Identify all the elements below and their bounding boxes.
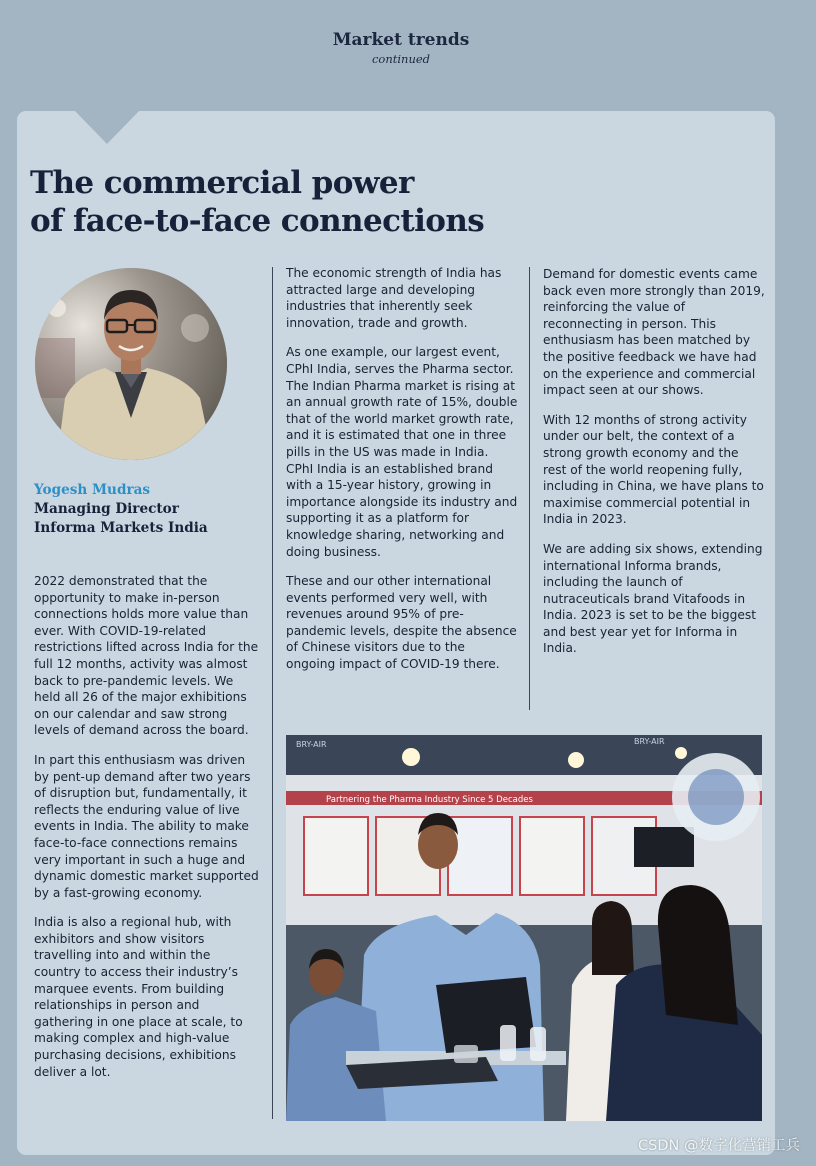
exhibition-scene-illustration	[286, 735, 762, 1121]
article-column-3	[543, 266, 765, 670]
column-3-paragraph-2: With 12 months of strong activity under our belt, the context of a strong growth economy and the rest of the world reopening fully, including in China, we have plans to maximise commercial potential in India in 2023.	[543, 412, 764, 527]
column-2-paragraph-2: As one example, our largest event, CPhI India, serves the Pharma sector. The Indian Pharma market is rising at an annual growth rate of 15%, double that of the world market growth rate, and it is estimated that one in three pills in the US was made in India. CPhI India is an established brand with a 15-year history, growing in importance alongside its industry and supporting it as a platform for knowledge sharing, networking and doing business.	[286, 345, 518, 559]
column-divider-2	[529, 267, 530, 710]
column-3-paragraph-3: We are adding six shows, extending international Informa brands, including the launch of nutraceuticals brand Vitafoods in India. 2023 is set to be the biggest and best year yet for Informa in India.	[543, 541, 763, 656]
article-column-2	[286, 265, 518, 686]
section-header	[0, 30, 802, 66]
article-column-1	[34, 573, 259, 1093]
article-headline	[30, 164, 550, 240]
author-organization: Informa Markets India	[34, 520, 208, 536]
portrait-illustration	[35, 268, 227, 460]
column-2-paragraph-1: The economic strength of India has attracted large and developing industries that inherently seek innovation, trade and growth.	[286, 266, 502, 330]
author-role: Managing Director	[34, 501, 179, 517]
author-byline	[34, 481, 264, 538]
column-divider-1	[272, 267, 273, 1119]
section-subtitle: continued	[371, 52, 431, 66]
column-3-paragraph-1: Demand for domestic events came back even more strongly than 2019, reinforcing the value of reconnecting in person. This enthusiasm has been matched by the positive feedback we have had on the experience and commercial impact seen at our shows.	[543, 267, 765, 398]
headline-line-2: of face-to-face connections	[30, 203, 485, 239]
headline-line-1: The commercial power	[30, 165, 414, 201]
photo-logo-left: BRY-AIR	[296, 740, 327, 749]
event-photo	[286, 735, 762, 1121]
column-1-paragraph-3: India is also a regional hub, with exhibitors and show visitors travelling into and within the country to access their industry’s marquee events. From building relationships in person and gathering in one place at scale, to making complex and high-value purchasing decisions, exhibitions deliver a lot.	[34, 915, 243, 1079]
booth-banner-text: Partnering the Pharma Industry Since 5 Decades	[326, 795, 533, 805]
photo-logo-right: BRY-AIR	[634, 737, 665, 746]
author-name: Yogesh Mudras	[34, 482, 151, 498]
column-1-paragraph-2: In part this enthusiasm was driven by pent-up demand after two years of disruption but, fundamentally, it reflects the enduring value of live events in India. The ability to make face-to-face connections remains very important in such a huge and dynamic domestic market supported by a fast-growing economy.	[34, 752, 259, 900]
author-portrait	[35, 268, 227, 460]
card-notch	[74, 110, 140, 144]
column-1-paragraph-1: 2022 demonstrated that the opportunity to make in-person connections holds more value than ever. With COVID-19-related restrictions lifted across India for the full 12 months, activity was almost back to pre-pandemic levels. We held all 26 of the major exhibitions on our calendar and saw strong levels of demand across the board.	[34, 574, 259, 738]
section-title: Market trends	[332, 30, 470, 50]
column-2-paragraph-3: These and our other international events performed very well, with revenues around 95% of pre-pandemic levels, despite the absence of Chinese visitors due to the ongoing impact of COVID-19 there.	[286, 574, 517, 672]
watermark: CSDN @数字化营销工兵	[638, 1138, 800, 1154]
